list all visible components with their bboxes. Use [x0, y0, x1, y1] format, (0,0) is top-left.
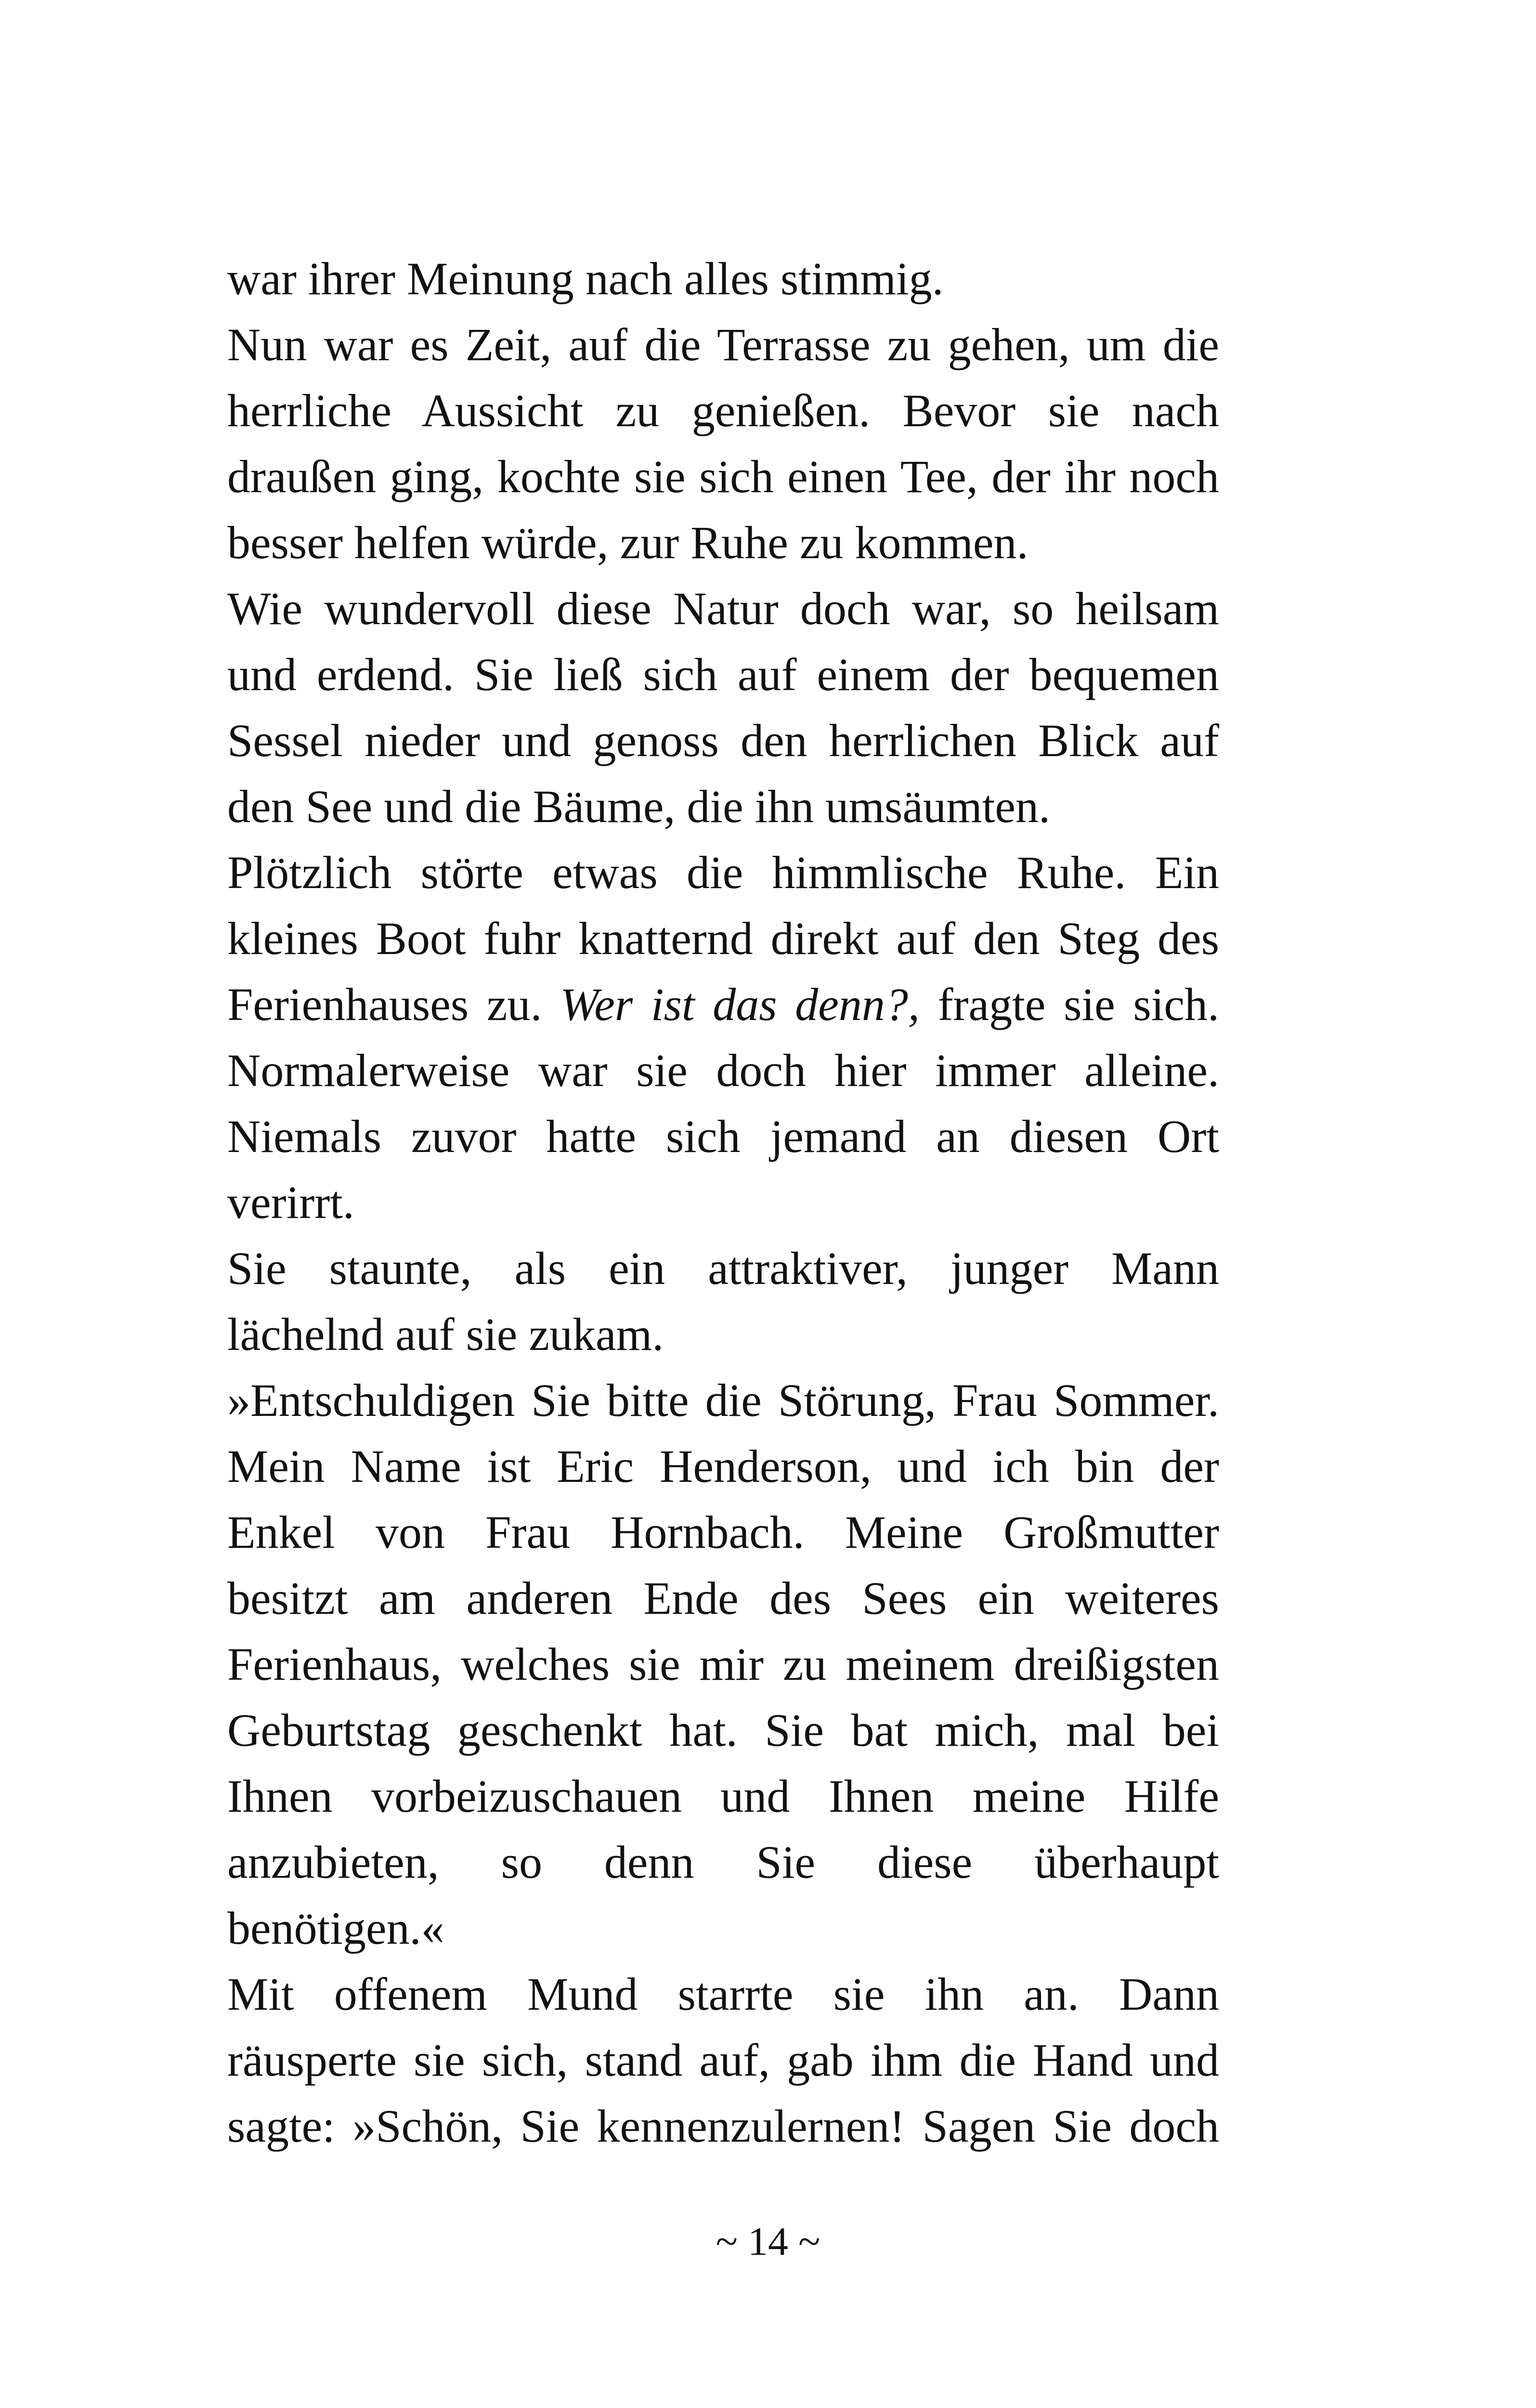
text-line: Niemals zuvor hatte sich jemand an diesen Ort — [227, 1111, 1219, 1162]
page-number: ~ 14 ~ — [716, 2219, 820, 2264]
text-line: Ihnen vorbeizuschauen und Ihnen meine Hilfe — [227, 1770, 1219, 1822]
text-line: Sessel nieder und genoss den herrlichen Blick auf — [227, 715, 1219, 766]
text-line-with-italic — [227, 971, 1219, 1037]
text-line: Enkel von Frau Hornbach. Meine Großmutter — [227, 1506, 1219, 1558]
text-line: anzubieten, so denn Sie diese überhaupt — [227, 1836, 1219, 1888]
text-line: Ferienhaus, welches sie mir zu meinem dreißigsten — [227, 1638, 1219, 1690]
text-line: »Entschuldigen Sie bitte die Störung, Frau Sommer. — [227, 1374, 1219, 1426]
text-line: Mit offenem Mund starrte sie ihn an. Dann — [227, 1968, 1219, 2020]
body-text — [227, 246, 1219, 2159]
text-line: Geburtstag geschenkt hat. Sie bat mich, mal bei — [227, 1704, 1219, 1756]
text-line: Mein Name ist Eric Henderson, und ich bin der — [227, 1440, 1219, 1492]
text-fragment: fragte sie sich. — [919, 979, 1219, 1030]
text-line: benötigen.« — [227, 1902, 444, 1954]
text-line: Nun war es Zeit, auf die Terrasse zu gehen, um die — [227, 319, 1219, 370]
text-line: verirrt. — [227, 1177, 354, 1228]
text-line: den See und die Bäume, die ihn umsäumten. — [227, 781, 1050, 832]
text-line: herrliche Aussicht zu genießen. Bevor sie nach — [227, 385, 1219, 436]
text-line: Wie wundervoll diese Natur doch war, so heilsam — [227, 583, 1219, 634]
text-line: war ihrer Meinung nach alles stimmig. — [227, 253, 944, 304]
text-fragment: Ferienhauses zu. — [227, 979, 560, 1030]
text-line: besser helfen würde, zur Ruhe zu kommen. — [227, 517, 1028, 568]
text-line: kleines Boot fuhr knatternd direkt auf den Steg des — [227, 913, 1219, 964]
text-line: lächelnd auf sie zukam. — [227, 1309, 664, 1360]
text-line: besitzt am anderen Ende des Sees ein weiteres — [227, 1572, 1219, 1624]
text-line: Plötzlich störte etwas die himmlische Ruhe. Ein — [227, 847, 1219, 898]
text-line: sagte: »Schön, Sie kennenzulernen! Sagen Sie doch — [227, 2100, 1219, 2152]
text-line: Normalerweise war sie doch hier immer alleine. — [227, 1045, 1219, 1096]
text-line: draußen ging, kochte sie sich einen Tee, der ihr noch — [227, 451, 1219, 502]
text-line: und erdend. Sie ließ sich auf einem der bequemen — [227, 649, 1219, 700]
italic-thought: Wer ist das denn?, — [560, 979, 920, 1030]
text-line: Sie staunte, als ein attraktiver, junger Mann — [227, 1243, 1219, 1294]
text-line: räusperte sie sich, stand auf, gab ihm die Hand und — [227, 2034, 1219, 2086]
